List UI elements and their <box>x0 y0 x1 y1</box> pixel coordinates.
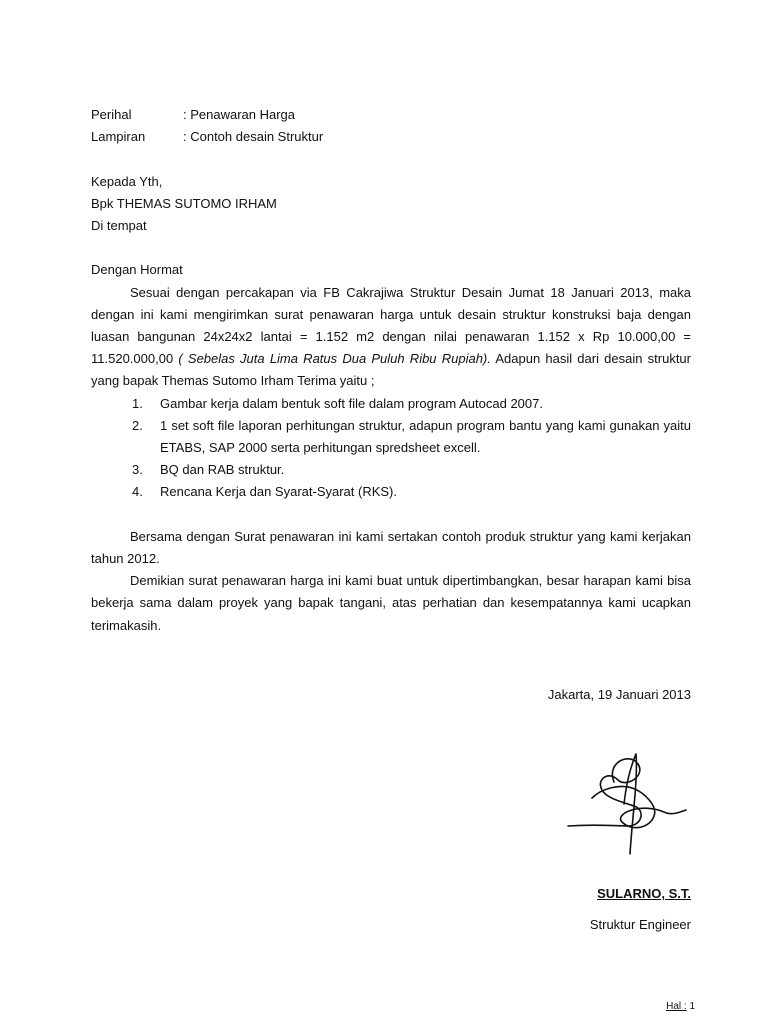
paragraph-1-line-5: yang bapak Themas Sutomo Irham Terima yaitu ; <box>91 373 375 389</box>
paragraph-1-line-2: dengan ini kami mengirimkan surat penawaran harga untuk desain struktur konstruksi baja dengan <box>91 306 691 322</box>
list-item-number: 4. <box>132 484 143 500</box>
attachment-value: : Contoh desain Struktur <box>183 129 324 145</box>
paragraph-3-line-1: Demikian surat penawaran harga ini kami buat untuk dipertimbangkan, besar harapan kami bisa <box>130 573 691 589</box>
handwritten-signature <box>560 740 700 860</box>
list-item <box>91 459 691 481</box>
list-item-text: Gambar kerja dalam bentuk soft file dalam program Autocad 2007. <box>160 395 543 411</box>
page-number-value: 1 <box>689 1001 695 1012</box>
subject-label: Perihal <box>91 107 132 122</box>
signer-role: Struktur Engineer <box>589 917 691 932</box>
attachment-label: Lampiran <box>91 129 146 145</box>
list-item-text <box>160 415 691 459</box>
signature-stroke <box>568 754 686 854</box>
paragraph-3-line-3: terimakasih. <box>91 617 162 633</box>
list-item <box>91 393 691 415</box>
list-item-number: 1. <box>132 395 143 411</box>
paragraph-3-line-2: bekerja sama dalam proyek yang bapak tangani, atas perhatian dan kesempatannya kami ucapkan <box>91 595 691 611</box>
paragraph-2-line-1: Bersama dengan Surat penawaran ini kami sertakan contoh produk struktur yang kami kerjakan <box>130 528 691 544</box>
list-item <box>91 415 691 459</box>
offer-amount: 11.520.000,00 <box>91 351 174 367</box>
list-item-text: Rencana Kerja dan Syarat-Syarat (RKS). <box>160 484 397 500</box>
letter-date: Jakarta, 19 Januari 2013 <box>547 687 691 702</box>
spacer <box>91 148 691 170</box>
signer-name: SULARNO, S.T. <box>597 886 691 901</box>
page-number-label: Hal : <box>666 1001 687 1012</box>
spacer <box>91 504 691 526</box>
paragraph-1-line-1: Sesuai dengan percakapan via FB Cakrajiwa Struktur Desain Jumat 18 Januari 2013, maka <box>130 284 691 300</box>
list-item-text: BQ dan RAB struktur. <box>160 462 285 478</box>
paragraph-2-line-2: tahun 2012. <box>91 551 160 567</box>
list-item <box>91 481 691 503</box>
list-item-number: 3. <box>132 462 143 478</box>
paragraph-1-line-3: luasan bangunan 24x24x2 lantai = 1.152 m2 dengan nilai penawaran 1.152 x Rp 10.000,00 = <box>91 329 691 344</box>
page-number <box>666 1001 695 1012</box>
letter-body <box>91 104 691 637</box>
list-item-text-line-2: ETABS, SAP 2000 serta perhitungan spredsheet excell. <box>160 440 481 456</box>
list-item-number: 2. <box>132 417 143 433</box>
subject-value: : Penawaran Harga <box>183 107 296 122</box>
recipient-place: Di tempat <box>91 218 147 233</box>
recipient-greeting: Kepada Yth, <box>91 173 163 189</box>
list-item-text-line-1: 1 set soft file laporan perhitungan struktur, adapun program bantu yang kami gunakan yaitu <box>160 417 691 433</box>
salutation: Dengan Hormat <box>91 262 183 278</box>
paragraph-1-line-4 <box>91 348 691 370</box>
spacer <box>91 237 691 259</box>
attachment-row <box>91 126 691 148</box>
paragraph-1-line-4-tail: Adapun hasil dari desain struktur <box>495 351 691 367</box>
recipient-name: Bpk THEMAS SUTOMO IRHAM <box>91 195 277 211</box>
offer-amount-words: ( Sebelas Juta Lima Ratus Dua Puluh Ribu Rupiah). <box>178 351 491 367</box>
subject-row <box>91 104 691 126</box>
